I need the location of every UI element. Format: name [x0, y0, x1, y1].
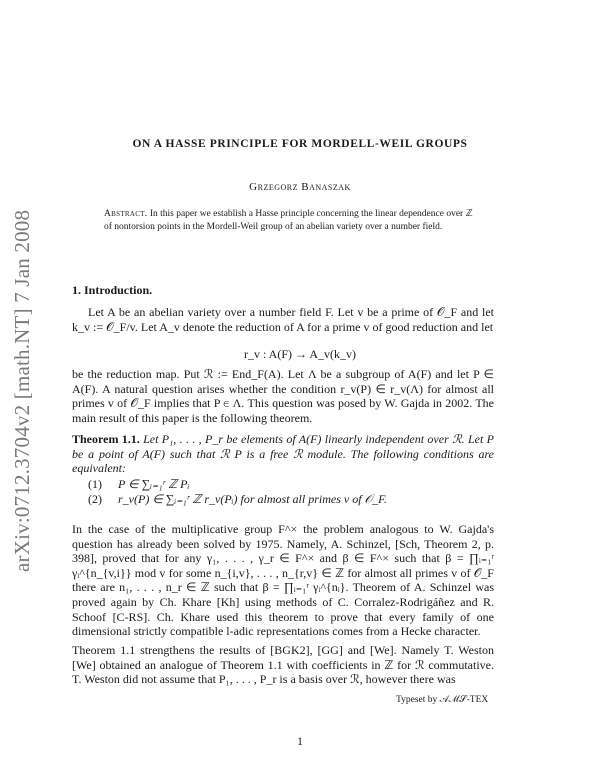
reduction-map-equation: r_v : A(F) → A_v(k_v) — [244, 347, 356, 361]
theorem-block — [72, 432, 494, 476]
para-4: Theorem 1.1 strengthens the results of [BGK2], [GG] and [We]. Namely T. Weston [We] obtained an analogue of Theorem 1.1 with coefficients in ℤ for ℛ commutative. T. Weston did not assume that P₁, . . . , P_r is a basis over ℛ, however there was — [72, 643, 494, 687]
theorem-name: Theorem 1.1. — [72, 432, 140, 446]
theorem-condition-1 — [88, 477, 189, 492]
abstract — [104, 208, 478, 233]
intro-paragraph-1 — [72, 305, 494, 334]
condition-number: (1) — [88, 477, 102, 491]
arxiv-stamp[interactable]: arXiv:0712.3704v2 [math.NT] 7 Jan 2008 — [10, 209, 34, 572]
condition-number: (2) — [88, 492, 102, 506]
theorem-statement: Let P₁, . . . , P_r be elements of A(F) linearly independent over ℛ. Let P be a point of A(F) such that ℛ P is a free ℛ module. The following conditions are equivalent: — [72, 432, 495, 476]
theorem-condition-2 — [88, 492, 387, 507]
section-heading: 1. Introduction. — [72, 283, 153, 297]
weston-paragraph — [72, 643, 494, 687]
abstract-text: In this paper we establish a Hasse principle concerning the linear dependence over ℤ of nontorsion points in the Mordell-Weil group of an abelian variety over a number field. — [104, 209, 473, 232]
condition-text: r_v(P) ∈ ∑ᵢ₌₁ʳ ℤ r_v(Pᵢ) for almost all primes v of 𝒪_F. — [118, 492, 387, 506]
intro-para-1: Let A be an abelian variety over a number field F. Let v be a prime of 𝒪_F and let k_v := 𝒪_F/v. Let A_v denote the reduction of A for a prime v of good reduction and let — [72, 305, 494, 334]
schinzel-paragraph — [72, 522, 494, 639]
abstract-label: Abstract. — [104, 209, 148, 219]
intro-para-2: be the reduction map. Put ℛ := End_F(A). Let Λ be a subgroup of A(F) and let P ∈ A(F). A natural question arises whether the condition r_v(P) ∈ r_v(Λ) for almost all primes v of 𝒪_F implies that P ∈ Λ. This question was posed by W. Gajda in 2002. The main result of this paper is the following theorem. — [72, 367, 494, 425]
page-number: 1 — [297, 734, 303, 748]
typeset-note: Typeset by 𝒜ℳ𝒮-TEX — [396, 695, 489, 705]
intro-paragraph-2 — [72, 367, 494, 425]
paper-title: ON A HASSE PRINCIPLE FOR MORDELL-WEIL GROUPS — [132, 138, 468, 150]
condition-text: P ∈ ∑ᵢ₌₁ʳ ℤ Pᵢ — [118, 477, 190, 491]
para-3: In the case of the multiplicative group F^× the problem analogous to W. Gajda's question has already been solved by 1975. Namely, A. Schinzel, [Sch, Theorem 2, p. 398], proved that for any γ₁, . . . , γ_r ∈ F^× and β ∈ F^× such that β = ∏ᵢ₌₁ʳ γᵢ^{n_{v,i}} mod v for some n_{i,v}, . . . , n_{r,v} ∈ ℤ for almost all primes v of 𝒪_F there are n₁, . . . , n_r ∈ ℤ such that β = ∏ᵢ₌₁ʳ γᵢ^{nᵢ}. Theorem of A. Schinzel was proved again by Ch. Khare [Kh] using methods of C. Corralez-Rodrigáñez and R. Schoof [C-RS]. Ch. Khare used this theorem to prove that every family of one dimensional strictly compatible l-adic representations comes from a Hecke character. — [72, 522, 494, 639]
paper-author: Grzegorz Banaszak — [249, 181, 351, 193]
